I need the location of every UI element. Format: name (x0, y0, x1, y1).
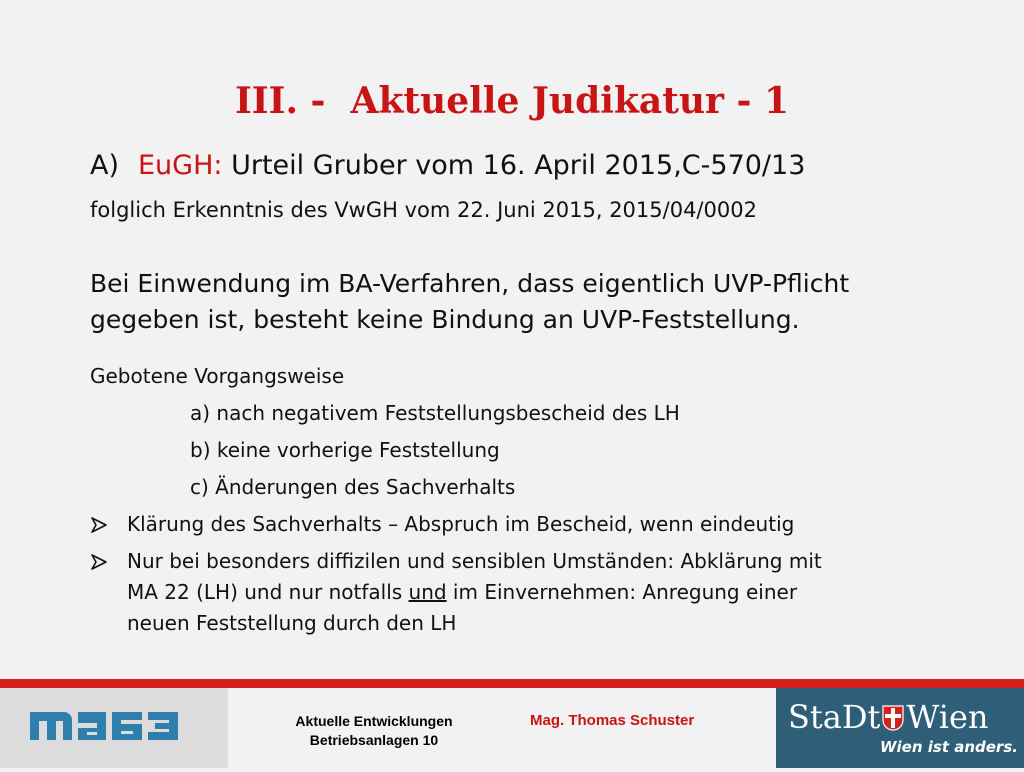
bullet-2-line-1: Nur bei besonders diffizilen und sensiblen Umständen: Abklärung mit (127, 549, 822, 573)
bullet-2-line-2-start: MA 22 (LH) und nur notfalls (127, 580, 409, 604)
slide-title: III. - Aktuelle Judikatur - 1 (234, 80, 790, 122)
stadt-wien-logo (776, 688, 1024, 768)
sub-item-b: b) keine vorherige Feststellung (190, 438, 500, 462)
bullet-2-line-3: neuen Feststellung durch den LH (127, 611, 457, 635)
einwendung-paragraph (90, 266, 990, 338)
arrow-bullet-icon (90, 509, 114, 543)
gebotene-heading: Gebotene Vorgangsweise (90, 364, 345, 388)
footer-line-1: Aktuelle Entwicklungen (295, 713, 453, 729)
underlined-und: und (408, 580, 447, 604)
eugh-label: EuGH: (138, 150, 223, 181)
footer-center-text (264, 712, 484, 750)
einwendung-line-1: Bei Einwendung im BA-Verfahren, dass eigentlich UVP-Pflicht (90, 269, 850, 298)
einwendung-line-2: gegeben ist, besteht keine Bindung an UVP-Feststellung. (90, 305, 800, 334)
bullet-1-text: Klärung des Sachverhalts – Abspruch im Bescheid, wenn eindeutig (127, 512, 795, 536)
bullet-2-line-2 (127, 577, 822, 608)
sub-item-c: c) Änderungen des Sachverhalts (190, 475, 516, 499)
arrow-bullet-icon (90, 546, 114, 580)
section-a-line (90, 150, 805, 181)
ma63-logo (0, 688, 228, 768)
footer (0, 688, 1024, 768)
wien-text: Wien (906, 698, 989, 736)
footer-red-bar (0, 679, 1024, 688)
footer-line-2: Betriebsanlagen 10 (309, 732, 439, 748)
folglich-line: folglich Erkenntnis des VwGH vom 22. Juni 2015, 2015/04/0002 (90, 198, 757, 222)
stadt-wien-wordmark (788, 700, 988, 737)
section-a-text: Urteil Gruber vom 16. April 2015,C-570/13 (222, 150, 806, 181)
wien-slogan: Wien ist anders. (880, 738, 1018, 756)
sub-item-a: a) nach negativem Feststellungsbescheid des LH (190, 401, 680, 425)
bullet-2-text (127, 546, 822, 639)
section-a-marker: A) (90, 150, 120, 181)
footer-author: Mag. Thomas Schuster (530, 712, 695, 729)
bullet-2-line-2-end: im Einvernehmen: Anregung einer (446, 580, 798, 604)
vienna-flag-icon (882, 703, 904, 737)
stadt-text: StaDt (788, 698, 881, 736)
